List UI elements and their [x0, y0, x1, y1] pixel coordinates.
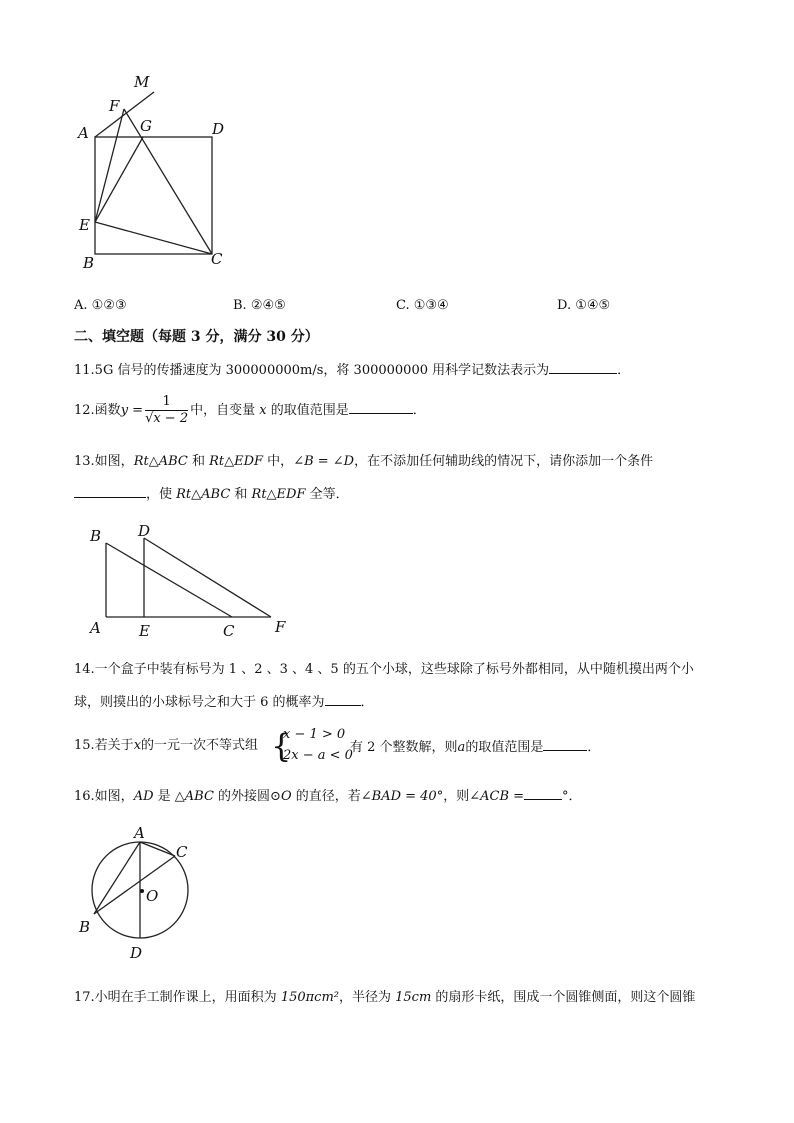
label-f: F [109, 97, 120, 115]
label-o: O [146, 887, 159, 905]
q15-prefix: 15.若关于 [74, 738, 134, 753]
question-17 [74, 989, 695, 1007]
question-12 [74, 393, 426, 429]
question-13-line1 [74, 453, 653, 471]
q16-mid1: 是 [153, 789, 175, 804]
label-a: A [78, 124, 89, 142]
q12-numerator: 1 [145, 394, 188, 411]
label-b: B [79, 918, 91, 936]
label-c: C [176, 843, 188, 861]
q15-after: 有 2 个整数解，则 [350, 740, 458, 755]
q16-angle-acb: ∠ACB = [469, 789, 525, 804]
q13-answer-blank[interactable] [74, 484, 146, 498]
question-11 [74, 360, 630, 380]
q15-end: ． [587, 740, 601, 755]
option-b[interactable]: B. ②④⑤ [233, 298, 286, 313]
option-c[interactable]: C. ①③④ [396, 298, 449, 313]
q17-prefix: 17.小明在手工制作课上，用面积为 [74, 990, 281, 1005]
label-c: C [223, 622, 235, 640]
q12-y: y = [120, 403, 144, 418]
q12-suffix: 的取值范围是 [270, 403, 349, 418]
q16-ad: AD [133, 789, 154, 804]
q15-ineq1: x − 1 > 0 [283, 727, 346, 742]
q16-circle: ⊙O [270, 789, 292, 804]
q16-mid4: ，则 [443, 789, 470, 804]
q12-end: ． [412, 403, 426, 418]
q15-suffix: 的取值范围是 [465, 740, 544, 755]
line-df [144, 538, 271, 617]
q17-radius: 15cm [395, 990, 432, 1005]
q16-angle-bad: ∠BAD = 40° [360, 789, 444, 804]
label-d: D [130, 944, 143, 962]
chord-ac [140, 842, 175, 856]
q13-line2-edf: Rt△EDF [251, 487, 306, 502]
q16-mid3: 的直径，若 [291, 789, 361, 804]
segment-eg [95, 137, 143, 222]
q15-var: x [133, 738, 142, 753]
q15-mid: 的一元一次不等式组 [141, 738, 259, 753]
q13-and: 和 [187, 454, 210, 469]
q12-answer-blank[interactable] [349, 400, 413, 414]
question-14-line2 [74, 692, 374, 712]
label-b: B [83, 254, 95, 272]
chord-bc [94, 856, 175, 914]
triangles-figure [80, 518, 300, 643]
q16-answer-blank[interactable] [524, 786, 562, 800]
label-b: B [90, 527, 102, 545]
label-e: E [79, 216, 90, 234]
q12-fraction [145, 394, 188, 427]
q12-var: x [259, 403, 267, 418]
q14-text: 球，则摸出的小球标号之和大于 6 的概率为 [74, 695, 325, 710]
q15-a: a [457, 740, 466, 755]
q17-mid: ，半径为 [339, 990, 396, 1005]
q13-mid: 中， [263, 454, 294, 469]
label-c: C [211, 250, 223, 268]
q13-tri-abc: Rt△ABC [133, 454, 188, 469]
label-m: M [134, 73, 150, 91]
q14-answer-blank[interactable] [325, 692, 361, 706]
center-point [140, 889, 144, 893]
q13-line2-and: 和 [230, 487, 252, 502]
circle-figure [72, 820, 212, 965]
chord-ab [94, 842, 140, 914]
q13-rest: ，在不添加任何辅助线的情况下，请你添加一个条件 [354, 454, 654, 469]
q15-ineq2: 2x − a < 0 [283, 748, 353, 763]
label-d: D [138, 522, 151, 540]
segment-ec [95, 222, 212, 254]
q15-answer-blank[interactable] [543, 737, 587, 751]
segment-fc [124, 109, 212, 254]
question-16 [74, 786, 582, 806]
q15-brace: { [271, 727, 292, 765]
q12-middle: 中，自变量 [190, 403, 256, 418]
label-d: D [212, 120, 225, 138]
label-e: E [139, 622, 150, 640]
q14-end: ． [360, 695, 374, 710]
label-a: A [90, 619, 101, 637]
q12-denominator: √x − 2 [145, 411, 189, 426]
q15-suffix-group [350, 737, 600, 757]
label-g: G [140, 117, 152, 135]
q16-abc: △ABC [174, 789, 214, 804]
question-14-line1: 14.一个盒子中装有标号为 1 、2 、3 、4 、5 的五个小球，这些球除了标号外都相同，从中随机摸出两个小 [74, 662, 694, 677]
q13-tri-edf: Rt△EDF [209, 454, 264, 469]
q15-prefix-group [74, 737, 258, 755]
q11-answer-blank[interactable] [549, 360, 617, 374]
square-figure [70, 70, 240, 275]
q12-prefix: 12.函数 [74, 403, 121, 418]
question-13-line2 [74, 484, 349, 504]
q16-end: °． [562, 789, 582, 804]
q16-prefix: 16.如图， [74, 789, 134, 804]
q13-line2-end: 全等． [305, 487, 349, 502]
q13-line2-a: ，使 [146, 487, 177, 502]
section-title: 二、填空题（每题 3 分，满分 30 分） [74, 329, 319, 345]
option-d[interactable]: D. ①④⑤ [557, 298, 611, 313]
label-f: F [275, 618, 286, 636]
q11-end: ． [617, 363, 631, 378]
q13-line2-abc: Rt△ABC [176, 487, 231, 502]
q16-mid2: 的外接圆 [213, 789, 271, 804]
q17-suffix: 的扇形卡纸，围成一个圆锥侧面，则这个圆锥 [431, 990, 696, 1005]
option-a[interactable]: A. ①②③ [74, 298, 127, 313]
q13-intro: 13.如图， [74, 454, 134, 469]
q11-text: 11.5G 信号的传播速度为 300000000m/s，将 300000000 用科学记数法表示为 [74, 363, 550, 378]
q13-condition: ∠B = ∠D [293, 454, 355, 469]
q17-area: 150πcm² [280, 990, 339, 1005]
label-a: A [134, 824, 145, 842]
